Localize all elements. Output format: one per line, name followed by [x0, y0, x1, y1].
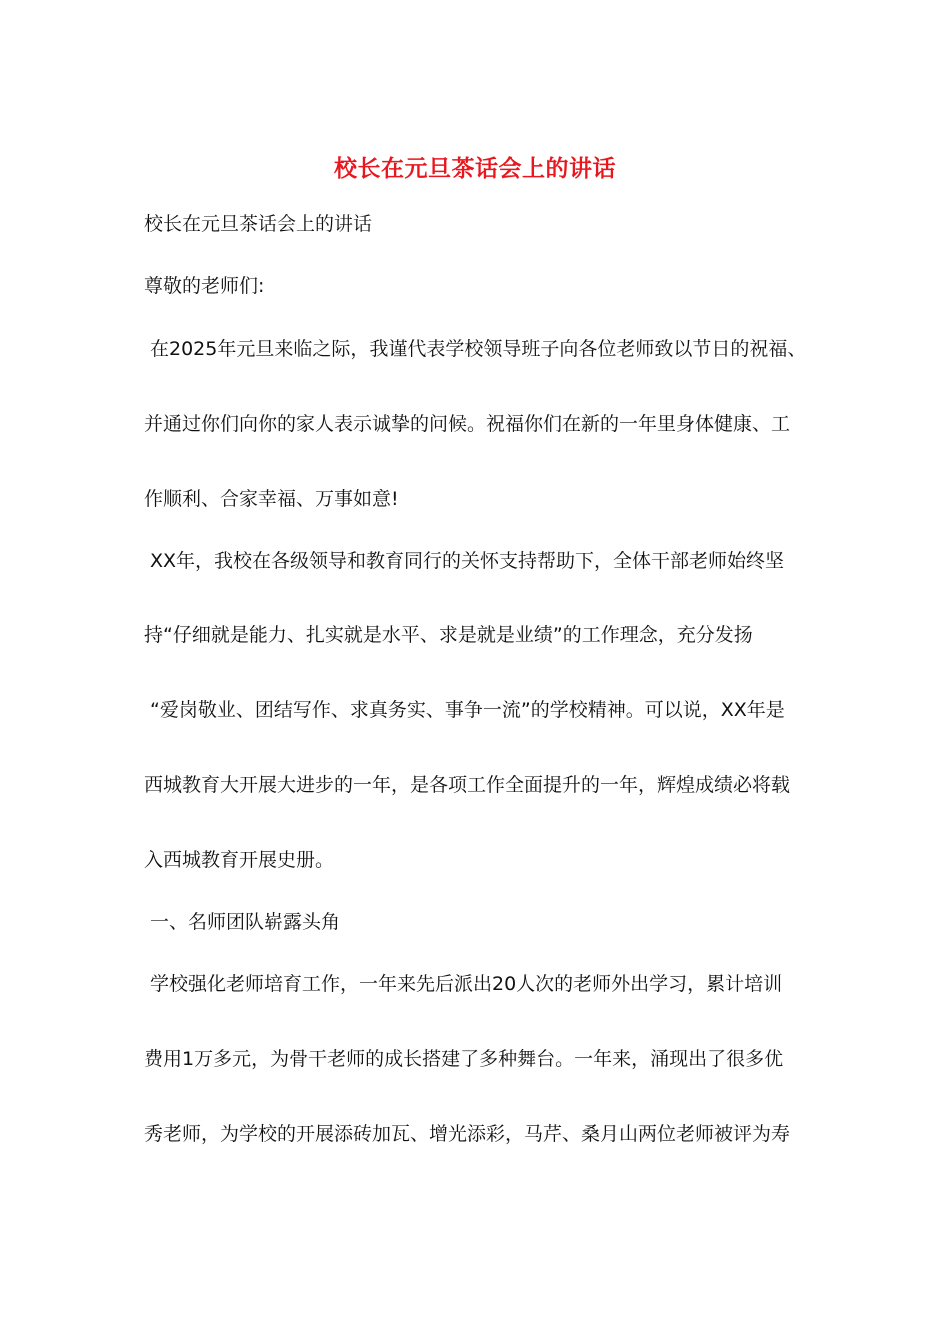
paragraph-line: 入西城教育开展史册。: [144, 849, 335, 871]
paragraph-line: 西城教育大开展大进步的一年，是各项工作全面提升的一年，辉煌成绩必将载: [144, 774, 791, 796]
section-heading: 一、名师团队崭露头角: [150, 911, 341, 933]
paragraph-line: 并通过你们向你的家人表示诚挚的问候。祝福你们在新的一年里身体健康、工: [144, 413, 791, 435]
paragraph-line: XX年，我校在各级领导和教育同行的关怀支持帮助下，全体干部老师始终坚: [150, 550, 785, 572]
paragraph-line: 费用1万多元，为骨干老师的成长搭建了多种舞台。一年来，涌现出了很多优: [144, 1048, 784, 1070]
paragraph-line: 作顺利、合家幸福、万事如意!: [144, 488, 399, 510]
paragraph-line: 持“仔细就是能力、扎实就是水平、求是就是业绩”的工作理念，充分发扬: [144, 624, 753, 646]
document-title: 校长在元旦茶话会上的讲话: [334, 155, 616, 182]
paragraph-line: 在2025年元旦来临之际，我谨代表学校领导班子向各位老师致以节日的祝福、: [150, 338, 807, 360]
paragraph-line: 学校强化老师培育工作，一年来先后派出20人次的老师外出学习，累计培训: [150, 973, 783, 995]
paragraph-line: 校长在元旦茶话会上的讲话: [144, 213, 373, 235]
paragraph-line: 尊敬的老师们:: [144, 275, 265, 297]
paragraph-line: 秀老师，为学校的开展添砖加瓦、增光添彩，马芹、桑月山两位老师被评为寿: [144, 1123, 791, 1145]
paragraph-line: “爱岗敬业、团结写作、求真务实、事争一流”的学校精神。可以说，XX年是: [150, 699, 785, 721]
